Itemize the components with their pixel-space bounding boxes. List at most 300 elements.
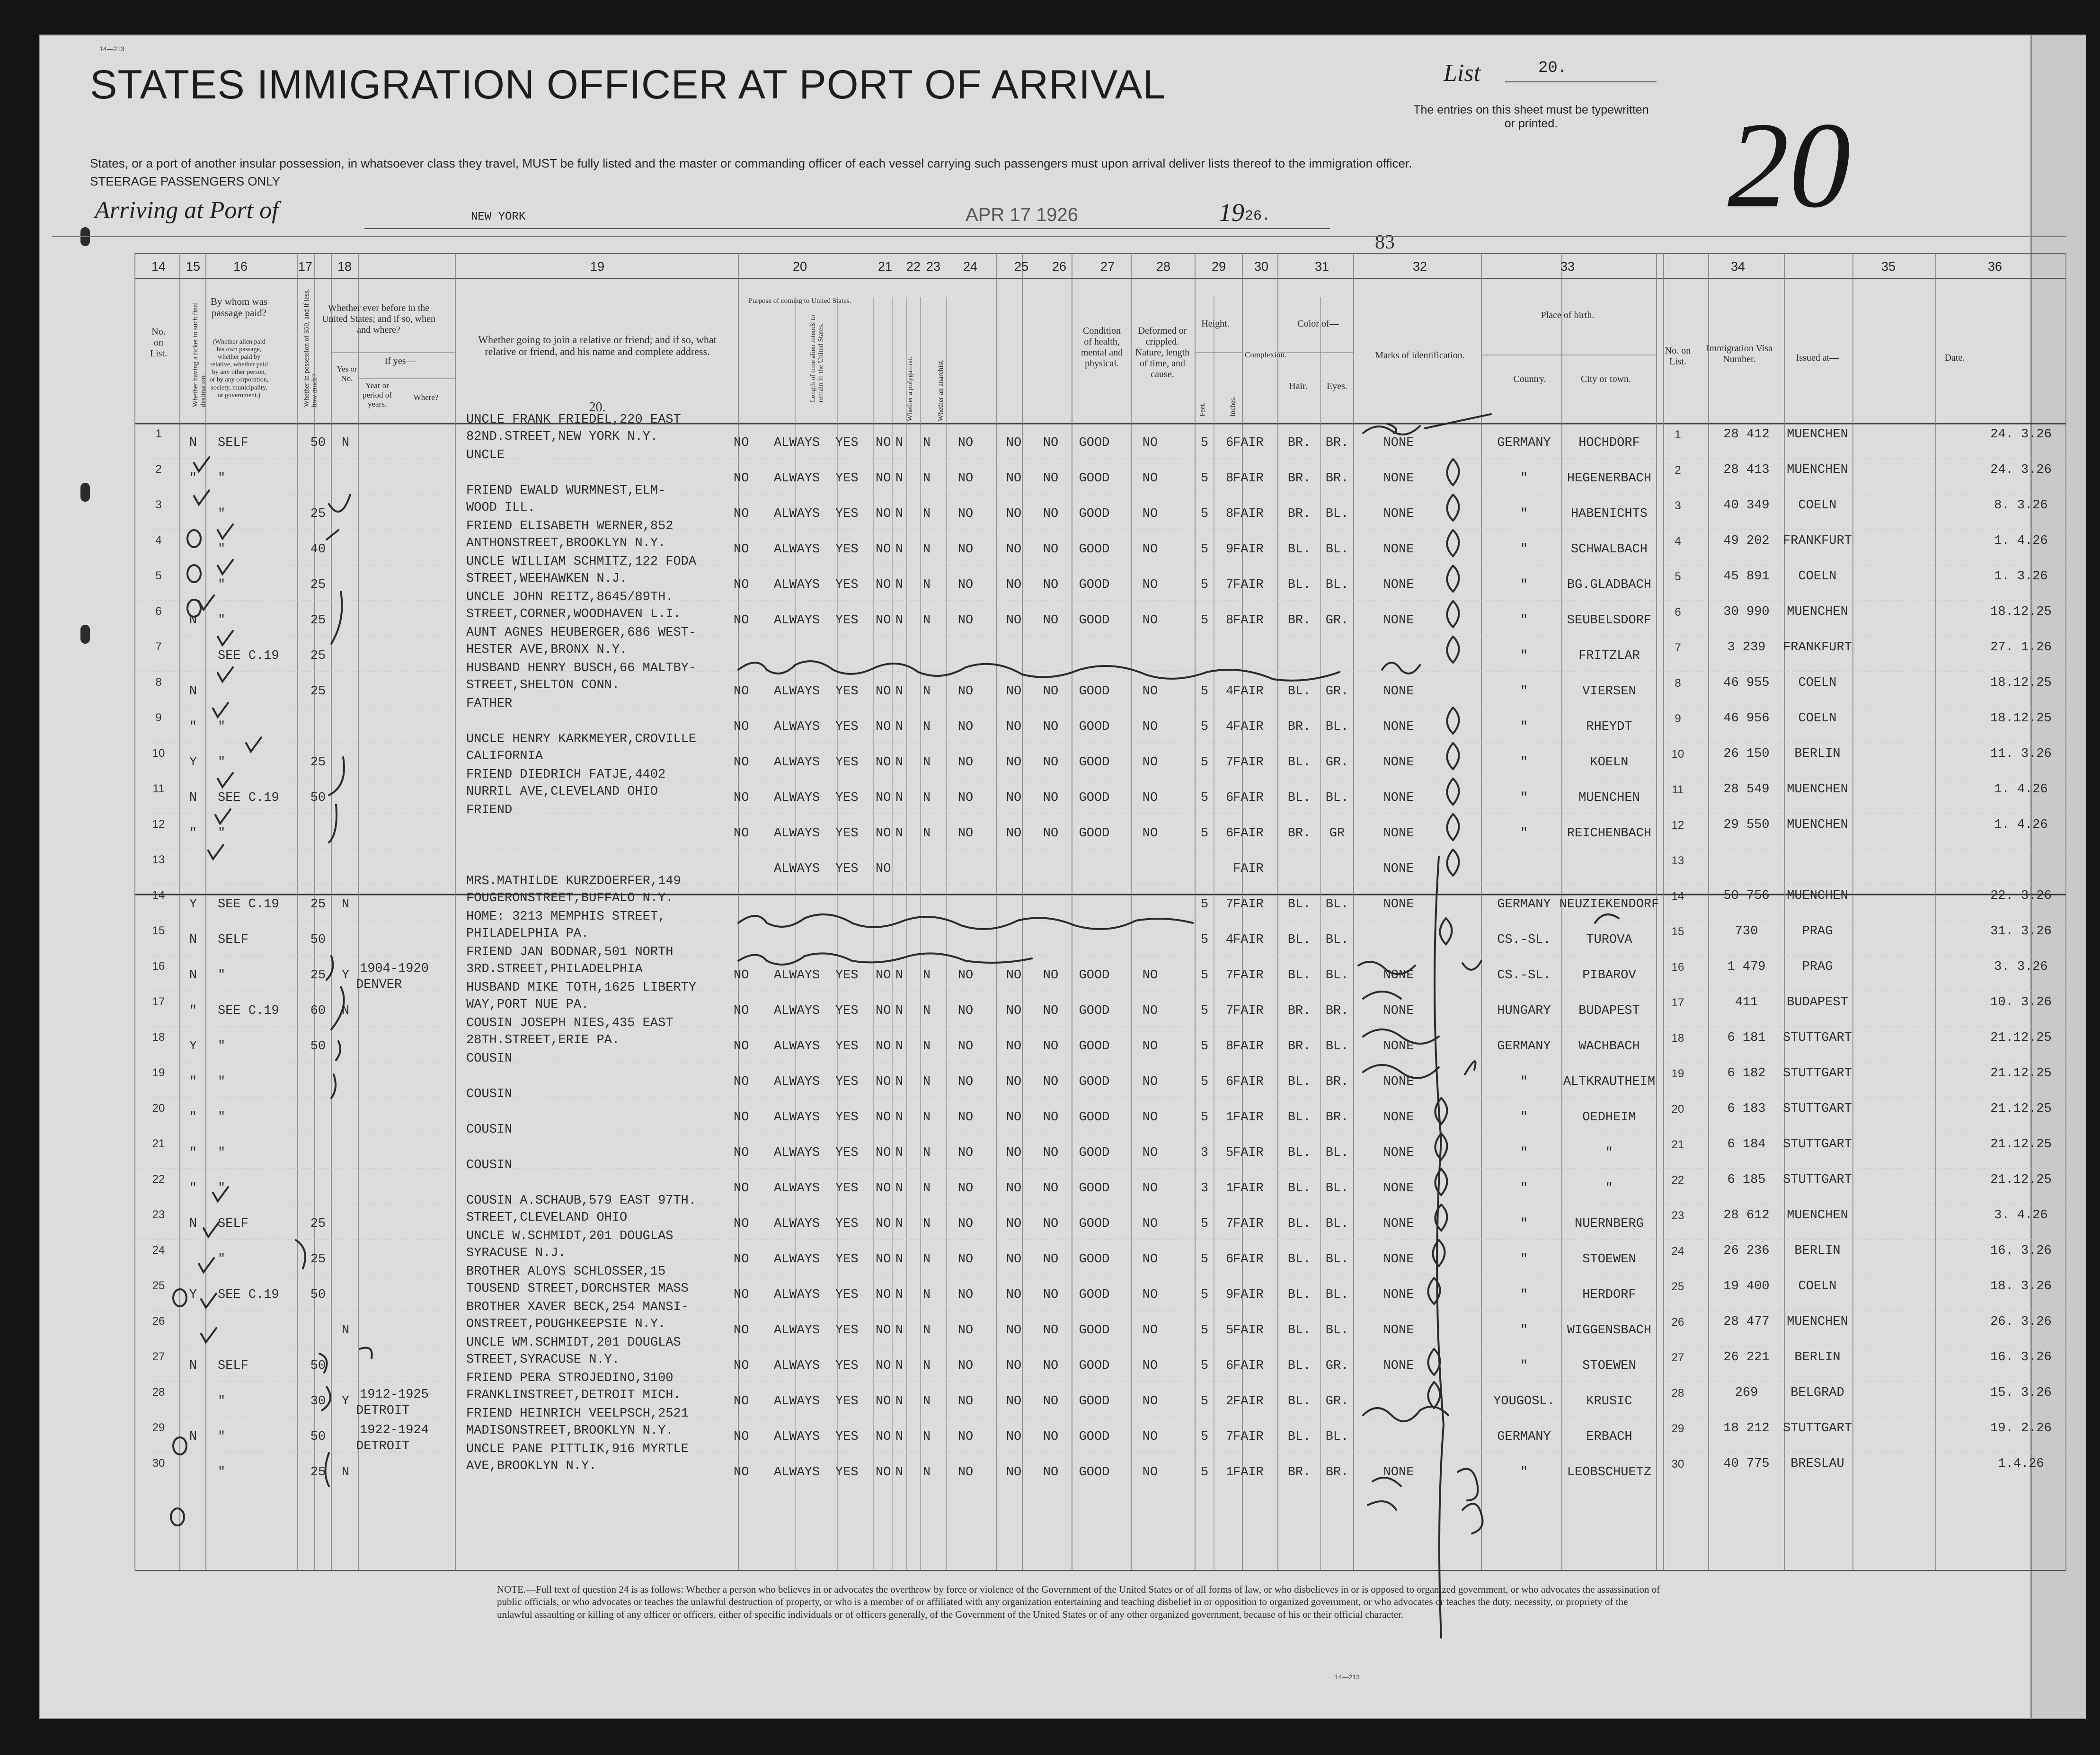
flag-cell: NO bbox=[957, 1252, 974, 1267]
date-cell: 18. 3.26 bbox=[1990, 1279, 2052, 1294]
flag-cell: N bbox=[895, 1004, 904, 1018]
flag-cell: NO bbox=[1006, 1430, 1022, 1444]
health-cell: GOOD bbox=[1079, 1217, 1110, 1231]
column-number: 28 bbox=[1156, 259, 1171, 274]
ticket-cell: N bbox=[189, 613, 197, 628]
flag-cell: YES bbox=[835, 755, 859, 770]
flag-cell: NO bbox=[1043, 542, 1059, 557]
marks-cell: NONE bbox=[1383, 1039, 1414, 1054]
flag-cell: NO bbox=[957, 1110, 974, 1125]
paid-by-cell: " bbox=[218, 1039, 226, 1054]
hair-cell: BL. bbox=[1287, 1181, 1311, 1196]
visa-cell: 18 212 bbox=[1723, 1421, 1770, 1436]
deformed-cell: NO bbox=[1142, 1252, 1158, 1267]
money-cell: 25 bbox=[310, 649, 326, 663]
flag-cell: N bbox=[922, 720, 931, 734]
header-paid-by: By whom was passage paid? bbox=[210, 296, 268, 319]
length-cell: ALWAYS bbox=[774, 1075, 820, 1089]
marks-cell: NONE bbox=[1383, 826, 1414, 841]
row-number: 25 bbox=[152, 1279, 165, 1292]
deformed-cell: NO bbox=[1142, 471, 1158, 486]
eyes-cell: BL. bbox=[1325, 1288, 1349, 1302]
flag-cell: NO bbox=[957, 1217, 974, 1231]
health-cell: GOOD bbox=[1079, 1252, 1110, 1267]
paid-by-cell: SELF bbox=[218, 436, 248, 450]
joining-address-line-1: UNCLE FRANK FRIEDEL,220 EAST bbox=[466, 413, 681, 427]
flag-cell: NO bbox=[1006, 1252, 1022, 1267]
flag-cell: NO bbox=[876, 436, 891, 450]
period-cell: 1912-1925 bbox=[360, 1388, 429, 1402]
eyes-cell: BL. bbox=[1325, 720, 1349, 734]
row-number-right: 11 bbox=[1672, 783, 1684, 796]
complexion-cell: FAIR bbox=[1233, 933, 1264, 947]
inches-cell: 8 bbox=[1226, 507, 1234, 521]
joining-address-line-1: COUSIN bbox=[466, 1123, 513, 1137]
money-cell: 25 bbox=[310, 755, 326, 770]
flag-cell: N bbox=[895, 684, 904, 699]
row-number-right: 26 bbox=[1671, 1316, 1684, 1329]
health-cell: GOOD bbox=[1079, 1323, 1110, 1338]
header-feet: Feet. bbox=[1199, 402, 1206, 417]
ticket-cell: N bbox=[189, 933, 197, 947]
deformed-cell: NO bbox=[1142, 755, 1158, 770]
health-cell: GOOD bbox=[1079, 471, 1110, 486]
marks-cell: NONE bbox=[1383, 968, 1414, 983]
feet-cell: 5 bbox=[1200, 1323, 1209, 1338]
flag-cell: YES bbox=[835, 1323, 859, 1338]
inches-cell: 7 bbox=[1226, 968, 1234, 983]
row-number-right: 10 bbox=[1671, 748, 1684, 761]
flag-cell: N bbox=[922, 826, 931, 841]
country-cell: " bbox=[1520, 1075, 1528, 1089]
hair-cell: BL. bbox=[1287, 1252, 1311, 1267]
issued-cell: MUENCHEN bbox=[1787, 818, 1848, 832]
header-where: Where? bbox=[413, 393, 439, 402]
paid-by-cell: " bbox=[218, 1146, 226, 1160]
flag-cell: NO bbox=[1043, 1039, 1059, 1054]
column-number: 33 bbox=[1560, 259, 1575, 274]
flag-cell: N bbox=[895, 1181, 904, 1196]
joining-address-line-2: CALIFORNIA bbox=[466, 749, 543, 763]
feet-cell: 5 bbox=[1200, 897, 1209, 912]
date-cell: 16. 3.26 bbox=[1990, 1350, 2052, 1365]
health-cell: GOOD bbox=[1079, 684, 1110, 699]
flag-cell: NO bbox=[1006, 613, 1022, 628]
hair-cell: BL. bbox=[1287, 684, 1311, 699]
flag-cell: NO bbox=[957, 720, 974, 734]
flag-cell: NO bbox=[1006, 436, 1022, 450]
row-number: 12 bbox=[152, 818, 165, 831]
flag-cell: NO bbox=[1006, 826, 1022, 841]
flag-cell: NO bbox=[876, 542, 891, 557]
health-cell: GOOD bbox=[1079, 578, 1110, 592]
complexion-cell: FAIR bbox=[1233, 1075, 1264, 1089]
deformed-cell: NO bbox=[1142, 1075, 1158, 1089]
column-number: 19 bbox=[590, 259, 605, 274]
complexion-cell: FAIR bbox=[1233, 613, 1264, 628]
flag-cell: NO bbox=[876, 613, 891, 628]
health-cell: GOOD bbox=[1079, 436, 1110, 450]
complexion-cell: FAIR bbox=[1233, 542, 1264, 557]
purpose-cell: NO bbox=[734, 755, 749, 770]
hair-cell: BL. bbox=[1287, 897, 1311, 912]
header-height: Height. bbox=[1201, 319, 1230, 329]
hair-cell: BL. bbox=[1287, 578, 1311, 592]
row-number: 4 bbox=[155, 534, 162, 547]
deformed-cell: NO bbox=[1142, 968, 1158, 983]
feet-cell: 5 bbox=[1200, 436, 1209, 450]
eyes-cell: BL. bbox=[1325, 933, 1349, 947]
deformed-cell: NO bbox=[1142, 542, 1158, 557]
health-cell: GOOD bbox=[1079, 542, 1110, 557]
country-cell: " bbox=[1520, 578, 1528, 592]
feet-cell: 5 bbox=[1200, 1288, 1209, 1302]
flag-cell: N bbox=[895, 1039, 904, 1054]
hair-cell: BR. bbox=[1287, 826, 1311, 841]
visa-cell: 3 239 bbox=[1727, 640, 1766, 655]
row-number: 10 bbox=[152, 747, 165, 760]
date-cell: 16. 3.26 bbox=[1990, 1244, 2052, 1258]
before-us-cell: Y bbox=[341, 968, 350, 983]
deformed-cell: NO bbox=[1142, 826, 1158, 841]
deformed-cell: NO bbox=[1142, 791, 1158, 805]
city-cell: SEUBELSDORF bbox=[1567, 613, 1652, 628]
deformed-cell: NO bbox=[1142, 1217, 1158, 1231]
eyes-cell: BR. bbox=[1325, 1075, 1349, 1089]
issued-cell: MUENCHEN bbox=[1787, 782, 1848, 797]
row-number-right: 29 bbox=[1671, 1422, 1684, 1435]
column-number: 30 bbox=[1254, 259, 1269, 274]
row-number-right: 24 bbox=[1671, 1245, 1684, 1258]
inches-cell: 1 bbox=[1226, 1110, 1234, 1125]
flag-cell: N bbox=[922, 1217, 931, 1231]
issued-cell: BRESLAU bbox=[1790, 1457, 1844, 1471]
length-cell: ALWAYS bbox=[774, 1323, 820, 1338]
flag-cell: NO bbox=[1006, 791, 1022, 805]
issued-cell: MUENCHEN bbox=[1787, 605, 1848, 619]
year-suffix: 26. bbox=[1245, 208, 1271, 224]
joining-address-line-1: UNCLE JOHN REITZ,8645/89TH. bbox=[466, 590, 673, 604]
inches-cell: 5 bbox=[1226, 1146, 1234, 1160]
page-title: STATES IMMIGRATION OFFICER AT PORT OF ARRIVAL bbox=[90, 62, 1166, 107]
row-number-right: 16 bbox=[1671, 961, 1684, 974]
flag-cell: NO bbox=[1006, 684, 1022, 699]
header-polygamist: Whether a polygamist. bbox=[906, 356, 914, 421]
deformed-cell: NO bbox=[1142, 1288, 1158, 1302]
length-cell: ALWAYS bbox=[774, 436, 820, 450]
inches-cell: 8 bbox=[1226, 471, 1234, 486]
city-cell: NUERNBERG bbox=[1575, 1217, 1644, 1231]
flag-cell: N bbox=[895, 507, 904, 521]
binder-hole bbox=[80, 483, 90, 502]
header-eyes: Eyes. bbox=[1327, 381, 1347, 391]
ticket-cell: Y bbox=[189, 1288, 197, 1302]
date-cell: 31. 3.26 bbox=[1990, 924, 2052, 939]
city-cell: STOEWEN bbox=[1582, 1252, 1636, 1267]
row-number-right: 25 bbox=[1671, 1280, 1684, 1293]
date-cell: 22. 3.26 bbox=[1990, 889, 2052, 903]
complexion-cell: FAIR bbox=[1233, 1146, 1264, 1160]
flag-cell: NO bbox=[1006, 1004, 1022, 1018]
issued-cell: MUENCHEN bbox=[1787, 1315, 1848, 1329]
purpose-cell: NO bbox=[734, 1181, 749, 1196]
eyes-cell: BL. bbox=[1325, 578, 1349, 592]
deformed-cell: NO bbox=[1142, 1039, 1158, 1054]
column-number: 31 bbox=[1314, 259, 1329, 274]
flag-cell: N bbox=[895, 1110, 904, 1125]
flag-cell: NO bbox=[957, 791, 974, 805]
row-number: 16 bbox=[152, 960, 165, 973]
row-number-right: 27 bbox=[1671, 1351, 1684, 1364]
feet-cell: 5 bbox=[1200, 1394, 1209, 1409]
city-cell: ALTKRAUTHEIM bbox=[1563, 1075, 1656, 1089]
paid-by-cell: " bbox=[218, 1075, 226, 1089]
row-number-right: 7 bbox=[1675, 641, 1681, 654]
flag-cell: N bbox=[895, 1075, 904, 1089]
visa-cell: 26 236 bbox=[1723, 1244, 1770, 1258]
complexion-cell: FAIR bbox=[1233, 897, 1264, 912]
flag-cell: N bbox=[895, 1217, 904, 1231]
city-cell: BG.GLADBACH bbox=[1567, 578, 1652, 592]
ticket-cell: N bbox=[189, 436, 197, 450]
marks-cell: NONE bbox=[1383, 1110, 1414, 1125]
joining-address-line-1: FRIEND EWALD WURMNEST,ELM- bbox=[466, 484, 666, 498]
flag-cell: N bbox=[922, 1323, 931, 1338]
joining-address-line-2: 82ND.STREET,NEW YORK N.Y. bbox=[466, 430, 658, 444]
header-city: City or town. bbox=[1580, 374, 1631, 384]
binder-hole bbox=[80, 625, 90, 644]
visa-cell: 46 956 bbox=[1723, 711, 1770, 726]
purpose-cell: NO bbox=[734, 471, 749, 486]
flag-cell: YES bbox=[835, 862, 859, 876]
eyes-cell: GR. bbox=[1325, 1359, 1349, 1373]
issued-cell: COELN bbox=[1798, 498, 1837, 513]
purpose-cell: NO bbox=[734, 826, 749, 841]
complexion-cell: FAIR bbox=[1233, 1465, 1264, 1480]
length-cell: ALWAYS bbox=[774, 578, 820, 592]
date-cell: 1. 3.26 bbox=[1994, 569, 2048, 584]
length-cell: ALWAYS bbox=[774, 968, 820, 983]
visa-cell: 49 202 bbox=[1723, 534, 1770, 548]
issued-cell: STUTTGART bbox=[1783, 1137, 1852, 1152]
header-marks: Marks of identification. bbox=[1375, 350, 1465, 361]
length-cell: ALWAYS bbox=[774, 1181, 820, 1196]
flag-cell: NO bbox=[957, 968, 974, 983]
paid-by-cell: " bbox=[218, 826, 226, 841]
visa-cell: 30 990 bbox=[1723, 605, 1770, 619]
issued-cell: STUTTGART bbox=[1783, 1066, 1852, 1081]
complexion-cell: FAIR bbox=[1233, 1288, 1264, 1302]
inches-cell: 6 bbox=[1226, 436, 1234, 450]
flag-cell: YES bbox=[835, 1146, 859, 1160]
complexion-cell: FAIR bbox=[1233, 720, 1264, 734]
period-cell: 1904-1920 bbox=[360, 962, 429, 976]
flag-cell: NO bbox=[1043, 1181, 1059, 1196]
visa-cell: 40 775 bbox=[1723, 1457, 1770, 1471]
joining-address-line-1: FRIEND PERA STROJEDINO,3100 bbox=[466, 1371, 673, 1385]
city-cell: HEGENERBACH bbox=[1567, 471, 1652, 486]
health-cell: GOOD bbox=[1079, 1039, 1110, 1054]
feet-cell: 5 bbox=[1200, 1039, 1209, 1054]
date-cell: 10. 3.26 bbox=[1990, 995, 2052, 1010]
joining-address-line-1: FRIEND bbox=[466, 803, 513, 817]
deformed-cell: NO bbox=[1142, 1430, 1158, 1444]
complexion-cell: FAIR bbox=[1233, 507, 1264, 521]
money-cell: 50 bbox=[310, 1359, 326, 1373]
joining-address-line-2: ANTHONSTREET,BROOKLYN N.Y. bbox=[466, 536, 666, 550]
deformed-cell: NO bbox=[1142, 578, 1158, 592]
inches-cell: 7 bbox=[1226, 755, 1234, 770]
flag-cell: NO bbox=[1006, 1465, 1022, 1480]
paid-by-cell: " bbox=[218, 1394, 226, 1409]
joining-address-line-2: PHILADELPHIA PA. bbox=[466, 927, 589, 941]
flag-cell: N bbox=[922, 1288, 931, 1302]
complexion-cell: FAIR bbox=[1233, 791, 1264, 805]
inches-cell: 7 bbox=[1226, 1004, 1234, 1018]
feet-cell: 5 bbox=[1200, 1217, 1209, 1231]
flag-cell: YES bbox=[835, 1075, 859, 1089]
visa-cell: 269 bbox=[1735, 1386, 1758, 1400]
hair-cell: BR. bbox=[1287, 720, 1311, 734]
health-cell: GOOD bbox=[1079, 1465, 1110, 1480]
flag-cell: N bbox=[922, 755, 931, 770]
header-country: Country. bbox=[1513, 374, 1546, 384]
row-number: 26 bbox=[152, 1315, 165, 1328]
row-number-right: 9 bbox=[1675, 712, 1681, 725]
inches-cell: 1 bbox=[1226, 1465, 1234, 1480]
flag-cell: YES bbox=[835, 1181, 859, 1196]
money-cell: 50 bbox=[310, 1430, 326, 1444]
row-number-right: 23 bbox=[1671, 1209, 1684, 1222]
flag-cell: NO bbox=[876, 1217, 891, 1231]
feet-cell: 5 bbox=[1200, 720, 1209, 734]
city-cell: HABENICHTS bbox=[1570, 507, 1648, 521]
country-cell: GERMANY bbox=[1497, 1430, 1551, 1444]
purpose-cell: NO bbox=[734, 1288, 749, 1302]
hair-cell: BL. bbox=[1287, 1359, 1311, 1373]
row-number-right: 17 bbox=[1671, 996, 1684, 1009]
ticket-cell: N bbox=[189, 791, 197, 805]
joining-address-line-1: BROTHER XAVER BECK,254 MANSI- bbox=[466, 1300, 689, 1314]
feet-cell: 5 bbox=[1200, 1075, 1209, 1089]
flag-cell: NO bbox=[1043, 1430, 1059, 1444]
paid-by-cell: " bbox=[218, 968, 226, 983]
flag-cell: N bbox=[922, 471, 931, 486]
row-number-right: 4 bbox=[1675, 535, 1681, 548]
hair-cell: BL. bbox=[1287, 1323, 1311, 1338]
row-number: 18 bbox=[152, 1031, 165, 1044]
marks-cell: NONE bbox=[1383, 1217, 1414, 1231]
date-cell: 18.12.25 bbox=[1990, 605, 2052, 619]
joining-address-line-1: FRIEND ELISABETH WERNER,852 bbox=[466, 519, 673, 533]
ticket-cell: Y bbox=[189, 1039, 197, 1054]
flag-cell: NO bbox=[1043, 613, 1059, 628]
city-cell: KOELN bbox=[1590, 755, 1629, 770]
header-ticket: Whether having a ticket to such final destination. bbox=[192, 302, 207, 407]
row-number: 23 bbox=[152, 1208, 165, 1221]
flag-cell: N bbox=[922, 1146, 931, 1160]
flag-cell: YES bbox=[835, 578, 859, 592]
marks-cell: NONE bbox=[1383, 1465, 1414, 1480]
flag-cell: N bbox=[895, 1288, 904, 1302]
eyes-cell: GR. bbox=[1325, 684, 1349, 699]
country-cell: " bbox=[1520, 1359, 1528, 1373]
flag-cell: N bbox=[895, 542, 904, 557]
inches-cell: 6 bbox=[1226, 826, 1234, 841]
joining-address-line-2: STREET,SYRACUSE N.Y. bbox=[466, 1353, 620, 1367]
page-mark: 83 bbox=[1375, 231, 1395, 253]
flag-cell: NO bbox=[1043, 1146, 1059, 1160]
column-number: 34 bbox=[1730, 259, 1746, 274]
flag-cell: NO bbox=[957, 578, 974, 592]
purpose-cell: NO bbox=[734, 968, 749, 983]
row-number: 14 bbox=[152, 889, 165, 902]
visa-cell: 46 955 bbox=[1723, 676, 1770, 690]
issued-cell: BUDAPEST bbox=[1787, 995, 1848, 1010]
marks-cell: NONE bbox=[1383, 1181, 1414, 1196]
row-number-right: 20 bbox=[1671, 1103, 1684, 1116]
issued-cell: STUTTGART bbox=[1783, 1102, 1852, 1116]
flag-cell: YES bbox=[835, 1217, 859, 1231]
visa-cell: 28 412 bbox=[1723, 427, 1770, 442]
row-number: 2 bbox=[155, 463, 162, 476]
marks-cell: NONE bbox=[1383, 1146, 1414, 1160]
country-cell: CS.-SL. bbox=[1497, 933, 1551, 947]
row-number-right: 30 bbox=[1671, 1458, 1684, 1471]
issued-cell: PRAG bbox=[1802, 924, 1833, 939]
feet-cell: 5 bbox=[1200, 1430, 1209, 1444]
flag-cell: NO bbox=[957, 436, 974, 450]
joining-address-line-2: FOUGERONSTREET,BUFFALO N.Y. bbox=[466, 891, 673, 905]
hair-cell: BR. bbox=[1287, 471, 1311, 486]
header-deformed: Deformed or crippled. Nature, length of time, and cause. bbox=[1135, 326, 1190, 380]
row-number-right: 1 bbox=[1675, 428, 1681, 441]
joining-address-line-1: FRIEND JAN BODNAR,501 NORTH bbox=[466, 945, 673, 959]
feet-cell: 5 bbox=[1200, 1110, 1209, 1125]
hair-cell: BR. bbox=[1287, 436, 1311, 450]
issued-cell: FRANKFURT bbox=[1783, 640, 1852, 655]
hair-cell: BL. bbox=[1287, 933, 1311, 947]
flag-cell: YES bbox=[835, 1004, 859, 1018]
flag-cell: N bbox=[922, 578, 931, 592]
feet-cell: 5 bbox=[1200, 755, 1209, 770]
paid-by-cell: SELF bbox=[218, 933, 248, 947]
flag-cell: N bbox=[895, 1146, 904, 1160]
eyes-cell: BL. bbox=[1325, 897, 1349, 912]
marks-cell: NONE bbox=[1383, 720, 1414, 734]
flag-cell: N bbox=[895, 720, 904, 734]
visa-cell: 6 182 bbox=[1727, 1066, 1766, 1081]
date-cell: 21.12.25 bbox=[1990, 1066, 2052, 1081]
health-cell: GOOD bbox=[1079, 1110, 1110, 1125]
purpose-cell: NO bbox=[734, 1430, 749, 1444]
marks-cell: NONE bbox=[1383, 684, 1414, 699]
eyes-cell: BL. bbox=[1325, 791, 1349, 805]
joining-address-line-2: TOUSEND STREET,DORCHSTER MASS bbox=[466, 1282, 689, 1296]
flag-cell: N bbox=[922, 791, 931, 805]
health-cell: GOOD bbox=[1079, 1288, 1110, 1302]
deformed-cell: NO bbox=[1142, 1110, 1158, 1125]
flag-cell: NO bbox=[1006, 1288, 1022, 1302]
length-cell: ALWAYS bbox=[774, 1146, 820, 1160]
header-condition: Condition of health, mental and physical. bbox=[1081, 326, 1123, 369]
port-name: NEW YORK bbox=[471, 211, 526, 223]
purpose-cell: NO bbox=[734, 1217, 749, 1231]
ticket-cell: Y bbox=[189, 755, 197, 770]
feet-cell: 5 bbox=[1200, 826, 1209, 841]
flag-cell: YES bbox=[835, 791, 859, 805]
health-cell: GOOD bbox=[1079, 613, 1110, 628]
